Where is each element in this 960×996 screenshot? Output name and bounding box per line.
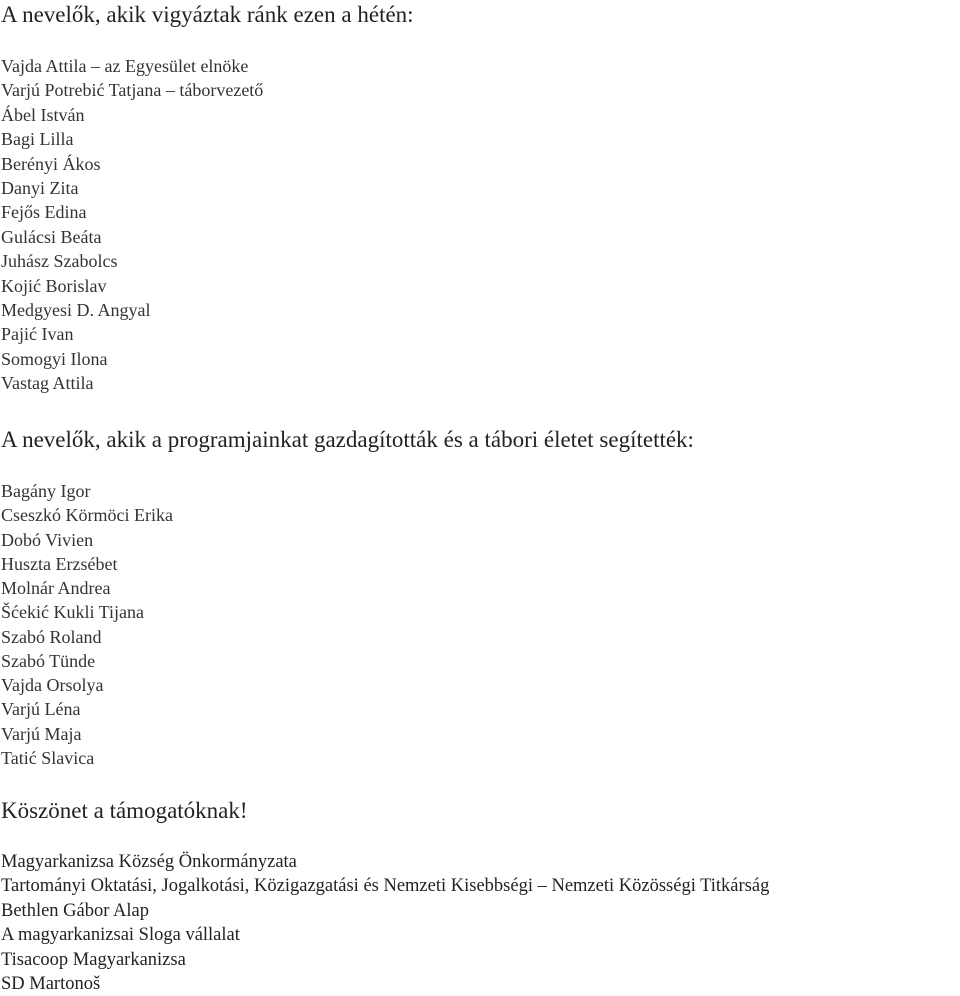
list-item: Varjú Léna [1, 699, 81, 720]
list-item: Gulácsi Beáta [1, 226, 102, 247]
list-item: Bethlen Gábor Alap [1, 900, 149, 921]
educators-list [1, 54, 263, 396]
list-item: Szabó Roland [1, 626, 102, 647]
section-heading-educators: A nevelők, akik vigyáztak ránk ezen a hétén: [1, 2, 414, 27]
section-heading-sponsors: Köszönet a támogatóknak! [1, 798, 248, 823]
list-item: Somogyi Ilona [1, 348, 108, 369]
list-item: Tartományi Oktatási, Jogalkotási, Közigazgatási és Nemzeti Kisebbségi – Nemzeti Közösségi Titkárság [1, 876, 770, 897]
list-item: Molnár Andrea [1, 578, 111, 598]
list-item: Vastag Attila [1, 373, 94, 394]
list-item: Berényi Ákos [1, 153, 101, 174]
list-item: Huszta Erzsébet [1, 553, 118, 574]
list-item: Magyarkanizsa Község Önkormányzata [1, 852, 297, 872]
list-item: Danyi Zita [1, 178, 79, 199]
list-item: Dobó Vivien [1, 529, 94, 550]
list-item: Varjú Potrebić Tatjana – táborvezető [1, 80, 264, 101]
list-item: Cseszkó Körmöci Erika [1, 505, 173, 526]
list-item: Ábel István [1, 104, 85, 125]
list-item: Juhász Szabolcs [1, 251, 118, 272]
list-item: Tisacoop Magyarkanizsa [1, 949, 186, 970]
list-item: Pajić Ivan [1, 324, 74, 345]
program-helpers-list [1, 479, 173, 770]
list-item: Bagány Igor [1, 481, 91, 501]
list-item: Šćekić Kukli Tijana [1, 602, 144, 623]
list-item: Vajda Orsolya [1, 675, 104, 695]
list-item: Szabó Tünde [1, 650, 96, 671]
list-item: Fejős Edina [1, 202, 87, 223]
sponsors-list [1, 850, 769, 996]
section-heading-program-helpers: A nevelők, akik a programjainkat gazdagították és a tábori életet segítették: [1, 427, 694, 452]
list-item: Kojić Borislav [1, 275, 107, 296]
list-item: Varjú Maja [1, 723, 82, 744]
list-item: Vajda Attila – az Egyesület elnöke [1, 56, 249, 76]
list-item: Tatić Slavica [1, 747, 95, 768]
list-item: Medgyesi D. Angyal [1, 300, 151, 321]
list-item: Bagi Lilla [1, 129, 74, 150]
list-item: A magyarkanizsai Sloga vállalat [1, 925, 240, 946]
list-item: SD Martonoš [1, 974, 101, 995]
